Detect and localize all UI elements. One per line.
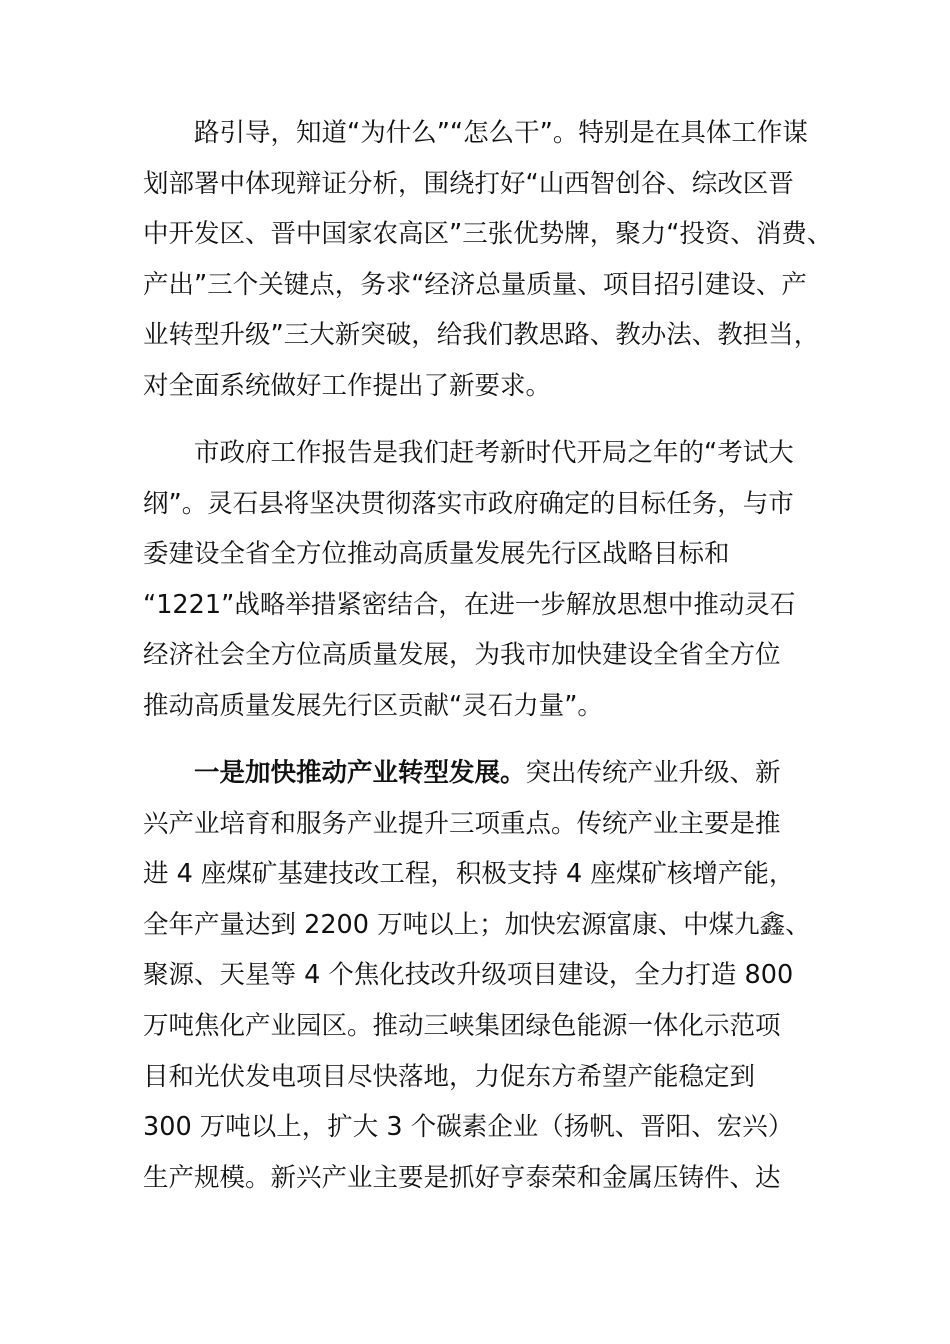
paragraph-first-line	[143, 748, 833, 799]
paragraph-line-rest: 突出传统产业升级、新	[525, 758, 781, 788]
paragraph-line: 推动高质量发展先行区贡献“灵石力量”。	[143, 690, 603, 721]
paragraph-1	[143, 108, 833, 412]
paragraph-line: 产出”三个关键点，务求“经济总量质量、项目招引建设、产	[143, 269, 807, 300]
paragraph-line: 纲”。灵石县将坚决贯彻落实市政府确定的目标任务，与市	[143, 488, 794, 519]
paragraph-line: 万吨焦化产业园区。推动三峡集团绿色能源一体化示范项	[143, 1010, 781, 1041]
paragraph-line: 目和光伏发电项目尽快落地，力促东方希望产能稳定到	[143, 1061, 756, 1092]
paragraph-line: 划部署中体现辩证分析，围绕打好“山西智创谷、综改区晋	[143, 168, 794, 199]
paragraph-line: 聚源、天星等 4 个焦化技改升级项目建设，全力打造 800	[143, 960, 794, 991]
paragraph-line: “1221”战略举措紧密结合，在进一步解放思想中推动灵石	[143, 589, 796, 620]
paragraph-line: 300 万吨以上，扩大 3 个碳素企业（扬帆、晋阳、宏兴）	[143, 1112, 794, 1143]
paragraph-2	[143, 428, 833, 732]
section-heading: 一是加快推动产业转型发展。	[194, 758, 526, 788]
paragraph-line: 市政府工作报告是我们赶考新时代开局之年的“考试大	[194, 438, 794, 468]
paragraph-line: 中开发区、晋中国家农高区”三张优势牌，聚力“投资、消费、	[143, 219, 833, 250]
paragraph-line: 经济社会全方位高质量发展，为我市加快建设全省全方位	[143, 640, 781, 671]
paragraph-line: 全年产量达到 2200 万吨以上；加快宏源富康、中煤九鑫、	[143, 909, 811, 940]
paragraph-line: 对全面系统做好工作提出了新要求。	[143, 370, 552, 401]
paragraph-line: 进 4 座煤矿基建技改工程，积极支持 4 座煤矿核增产能，	[143, 859, 795, 890]
paragraph-line: 业转型升级”三大新突破，给我们教思路、教办法、教担当，	[143, 320, 820, 351]
paragraph-line: 路引导，知道“为什么”“怎么干”。特别是在具体工作谋	[194, 118, 808, 148]
paragraph-line: 委建设全省全方位推动高质量发展先行区战略目标和	[143, 539, 730, 570]
paragraph-3	[143, 748, 833, 1203]
paragraph-line: 生产规模。新兴产业主要是抓好亨泰荣和金属压铸件、达	[143, 1162, 781, 1193]
paragraph-line: 兴产业培育和服务产业提升三项重点。传统产业主要是推	[143, 808, 781, 839]
